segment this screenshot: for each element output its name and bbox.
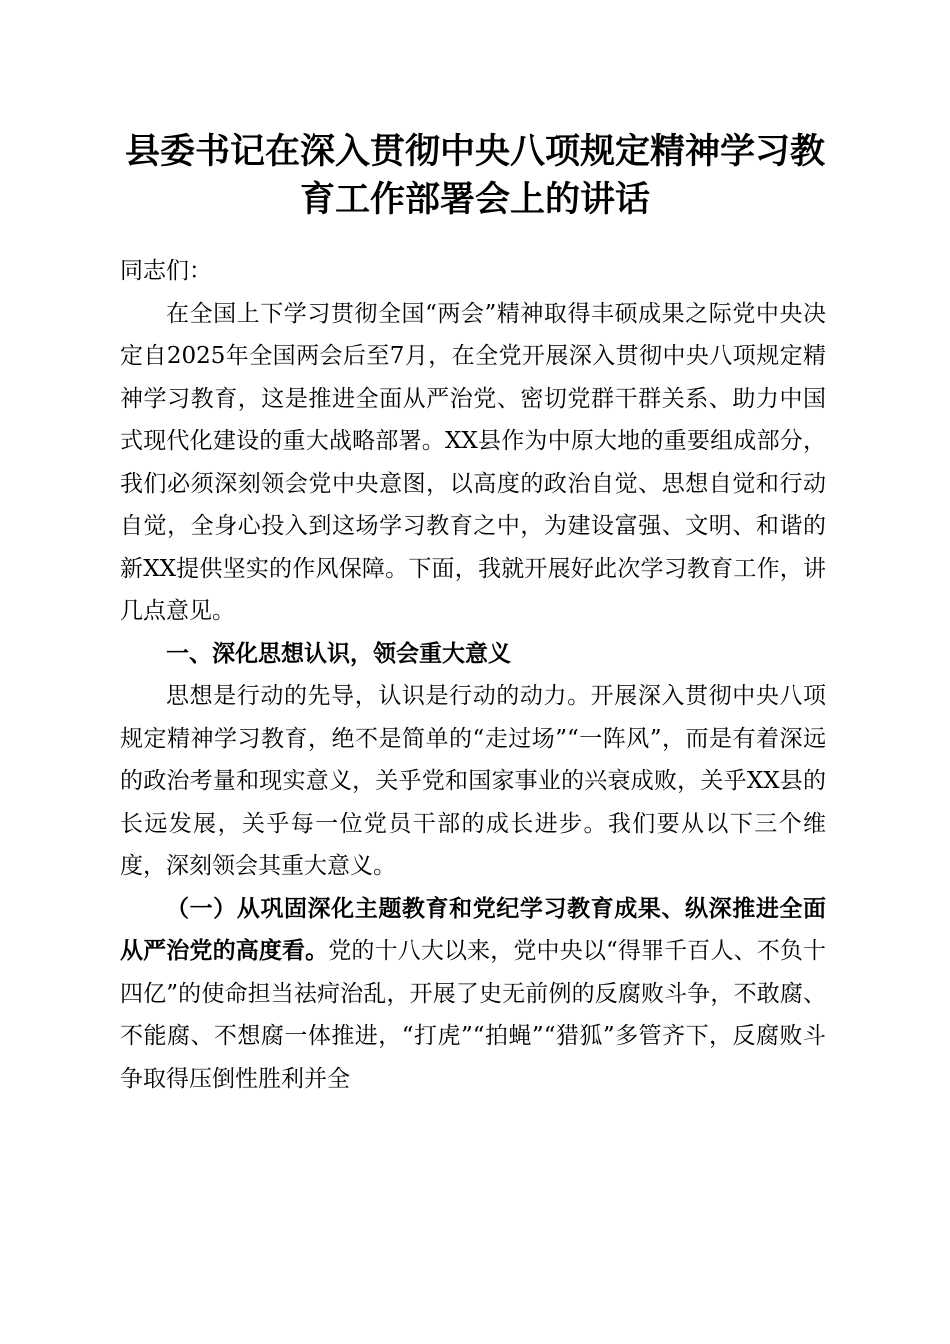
section-heading: 一、深化思想认识，领会重大意义	[166, 640, 511, 667]
salutation: 同志们：	[120, 258, 212, 284]
document-body	[120, 250, 826, 1100]
intro-paragraph: 在全国上下学习贯彻全国“两会”精神取得丰硕成果之际党中央决定自2025年全国两会后至7月，在全党开展深入贯彻中央八项规定精神学习教育，这是推进全面从严治党、密切党群干群关系、助力中国式现代化建设的重大战略部署。XX县作为中原大地的重要组成部分，我们必须深刻领会党中央意图，以高度的政治自觉、思想自觉和行动自觉，全身心投入到这场学习教育之中，为建设富强、文明、和谐的新XX提供坚实的作风保障。下面，我就开展好此次学习教育工作，讲几点意见。	[120, 300, 826, 624]
section-paragraph: 思想是行动的先导，认识是行动的动力。开展深入贯彻中央八项规定精神学习教育，绝不是简单的“走过场”“一阵风”，而是有着深远的政治考量和现实意义，关乎党和国家事业的兴衰成败，关乎XX县的长远发展，关乎每一位党员干部的成长进步。我们要从以下三个维度，深刻领会其重大意义。	[120, 683, 826, 879]
subsection-text: 党的十八大以来，党中央以“得罪千百人、不负十四亿”的使命担当祛疴治乱，开展了史无前例的反腐败斗争，不敢腐、不能腐、不想腐一体推进，“打虎”“拍蝇”“猎狐”多管齐下，反腐败斗争取得压倒性胜利并全	[120, 938, 827, 1092]
subsection-paragraph	[120, 888, 826, 1101]
document-title: 县委书记在深入贯彻中央八项规定精神学习教育工作部署会上的讲话	[124, 131, 825, 220]
subsection-lead: （一）从巩固深化主题教育和党纪学习教育成果、纵深推进全面从严治党的高度看。	[120, 894, 826, 964]
